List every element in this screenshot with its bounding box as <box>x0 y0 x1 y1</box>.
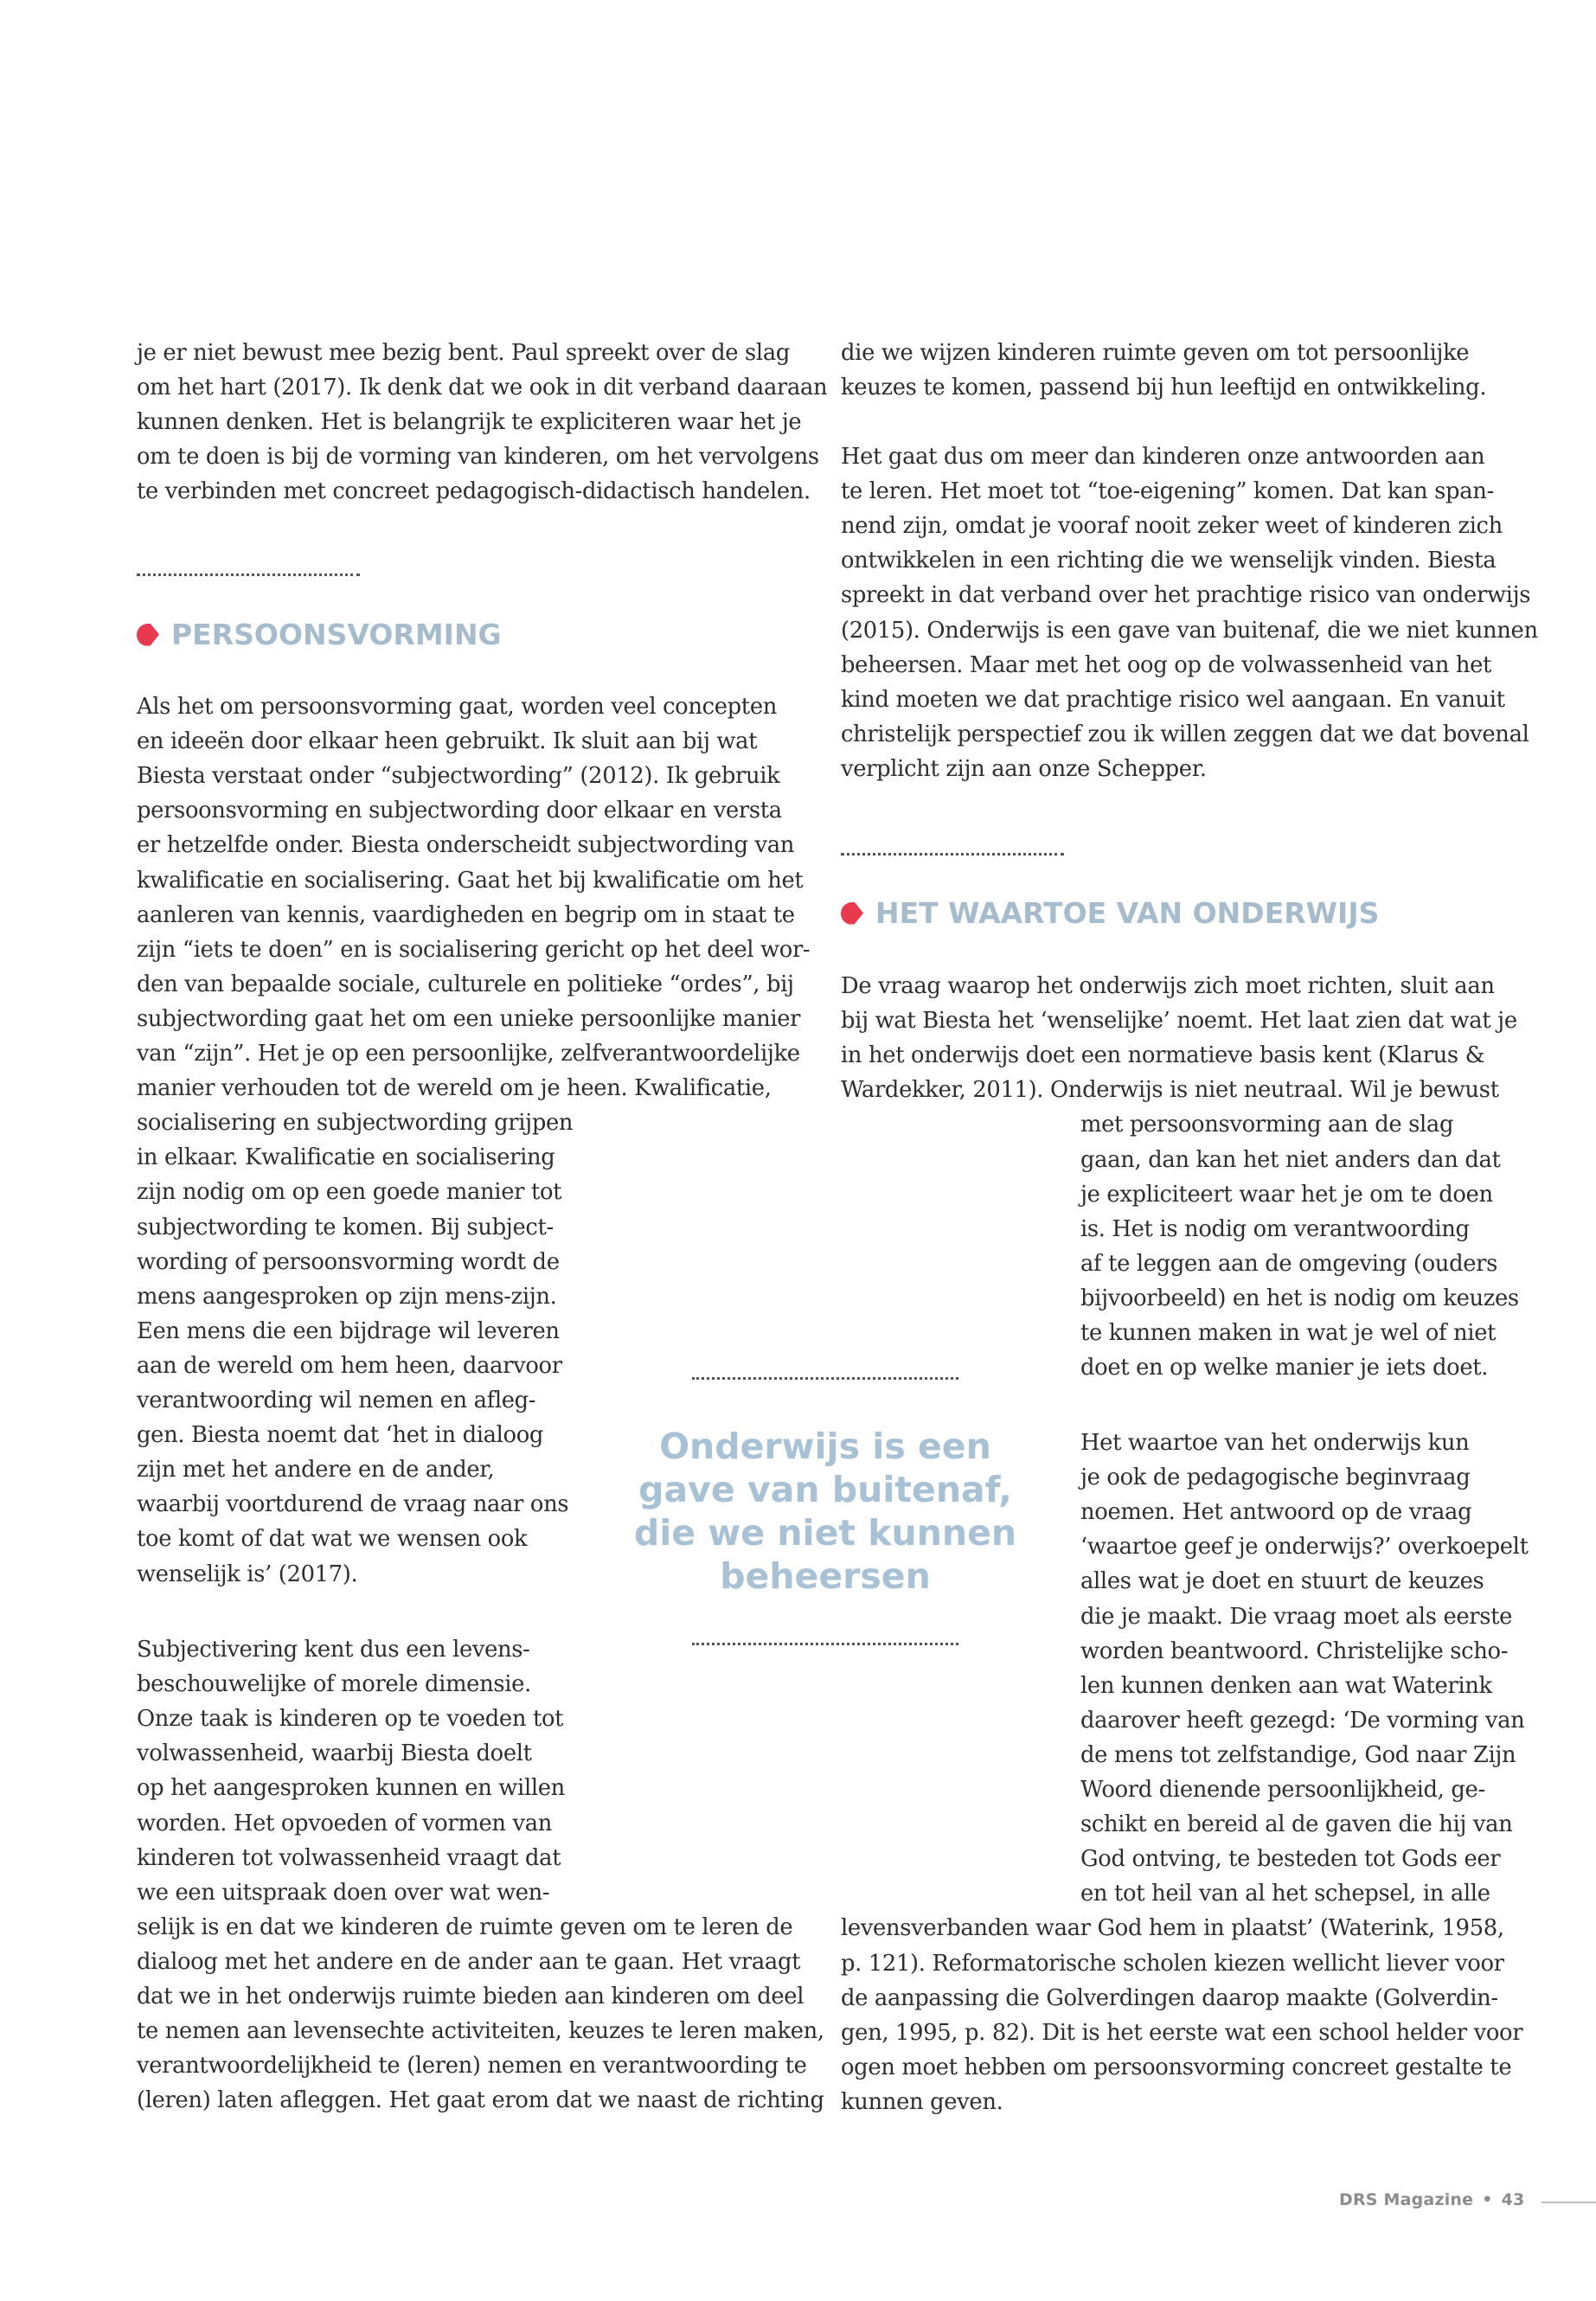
text-line: Woord dienende persoonlijkheid, ge- <box>1080 1777 1485 1803</box>
pull-quote <box>631 1425 1019 1598</box>
text-line: gen, 1995, p. 82). Dit is het eerste wat een school helder voor <box>841 2019 1523 2046</box>
bullet-icon <box>137 624 159 646</box>
magazine-name: DRS Magazine <box>1339 2190 1474 2209</box>
text-line: p. 121). Reformatorische scholen kiezen wellicht liever voor <box>841 1950 1504 1977</box>
text-line: zijn met het andere en de ander, <box>137 1457 495 1484</box>
text-line: waarbij voortdurend de vraag naar ons <box>137 1491 569 1518</box>
text-line: bij wat Biesta het ‘wenselijke’ noemt. Het laat zien dat wat je <box>841 1008 1517 1035</box>
text-line: kunnen geven. <box>841 2088 1003 2115</box>
text-line: persoonsvorming en subjectwording door elkaar en versta <box>137 798 782 824</box>
text-line: te kunnen maken in wat je wel of niet <box>1080 1320 1497 1346</box>
text-line: toe komt of dat wat we wensen ook <box>137 1526 528 1553</box>
text-line: bijvoorbeeld) en het is nodig om keuzes <box>1080 1285 1519 1311</box>
text-line: worden beantwoord. Christelijke scho- <box>1080 1638 1509 1664</box>
text-line: wording of persoonsvorming wordt de <box>137 1248 560 1275</box>
text-line: Het gaat dus om meer dan kinderen onze antwoorden aan <box>841 444 1485 470</box>
text-line: selijk is en dat we kinderen de ruimte geven om te leren de <box>137 1913 793 1940</box>
pull-quote-line: Onderwijs is een <box>659 1426 991 1467</box>
text-line: in het onderwijs doet een normatieve basis kent (Klarus & <box>841 1042 1485 1069</box>
text-line: kunnen denken. Het is belangrijk te expliciteren waar het je <box>137 409 802 436</box>
text-line: worden. Het opvoeden of vormen van <box>137 1810 553 1836</box>
text-line: we een uitspraak doen over wat wen- <box>137 1879 550 1906</box>
section-divider-dots <box>841 853 1064 856</box>
text-line: den van bepaalde sociale, culturele en politieke “ordes”, bij <box>137 971 794 997</box>
section-heading-text: PERSOONSVORMING <box>171 618 502 651</box>
text-line: len kunnen denken aan wat Waterink <box>1080 1672 1492 1699</box>
text-line: die je maakt. Die vraag moet als eerste <box>1080 1603 1513 1630</box>
text-line: om te doen is bij de vorming van kinderen, om het vervolgens <box>137 444 819 471</box>
text-line: kind moeten we dat prachtige risico wel aangaan. En vanuit <box>841 686 1505 713</box>
text-line: verantwoording wil nemen en afleg- <box>137 1388 536 1413</box>
text-line: verantwoordelijkheid te (leren) nemen en verantwoording te <box>137 2053 807 2080</box>
text-line: (2015). Onderwijs is een gave van buitenaf, die we niet kunnen <box>841 617 1538 644</box>
section-heading-text: HET WAARTOE VAN ONDERWIJS <box>875 896 1380 930</box>
text-line: Biesta verstaat onder “subjectwording” (2012). Ik gebruik <box>137 763 780 790</box>
text-line: socialisering en subjectwording grijpen <box>137 1110 574 1137</box>
text-line: ontwikkelen in een richting die we wenselijk vinden. Biesta <box>841 548 1497 574</box>
text-line: nend zijn, omdat je vooraf nooit zeker weet of kinderen zich <box>841 513 1503 540</box>
text-line: van “zijn”. Het je op een persoonlijke, zelfverantwoordelijke <box>137 1041 800 1067</box>
pull-quote-line: die we niet kunnen <box>633 1512 1017 1554</box>
text-line: af te leggen aan de omgeving (ouders <box>1080 1250 1498 1277</box>
text-line: is. Het is nodig om verantwoording <box>1080 1215 1470 1242</box>
text-line: kinderen tot volwassenheid vraagt dat <box>137 1844 561 1871</box>
text-line: dat we in het onderwijs ruimte bieden aan kinderen om deel <box>137 1984 804 2009</box>
text-line: en tot heil van al het schepsel, in alle <box>1080 1881 1490 1907</box>
text-line: met persoonsvorming aan de slag <box>1080 1112 1454 1138</box>
text-line: alles wat je doet en stuurt de keuzes <box>1080 1568 1484 1595</box>
text-line: je expliciteert waar het je om te doen <box>1080 1181 1493 1208</box>
text-line: daarover heeft gezegd: ‘De vorming van <box>1080 1707 1525 1734</box>
text-line: Wardekker, 2011). Onderwijs is niet neutraal. Wil je bewust <box>841 1077 1499 1104</box>
bullet-icon <box>841 902 863 925</box>
text-line: zijn nodig om op een goede manier tot <box>137 1179 562 1206</box>
text-line: te nemen aan levensechte activiteiten, keuzes te leren maken, <box>137 2018 824 2045</box>
footer-separator: • <box>1482 2190 1493 2209</box>
text-line: zijn “iets te doen” en is socialisering gericht op het deel wor- <box>137 936 811 963</box>
text-line: te verbinden met concreet pedagogisch-didactisch handelen. <box>137 478 811 505</box>
section-heading-waartoe <box>841 896 1379 930</box>
text-line: De vraag waarop het onderwijs zich moet richten, sluit aan <box>841 973 1495 999</box>
text-line: verplicht zijn aan onze Schepper. <box>841 755 1207 782</box>
text-line: spreekt in dat verband over het prachtige risico van onderwijs <box>841 582 1531 609</box>
text-line: ogen moet hebben om persoonsvorming concreet gestalte te <box>841 2054 1512 2080</box>
page-number: 43 <box>1501 2190 1525 2209</box>
text-line: gaan, dan kan het niet anders dan dat <box>1080 1146 1501 1173</box>
text-line: Als het om persoonsvorming gaat, worden veel concepten <box>137 694 778 720</box>
text-line: Onze taak is kinderen op te voeden tot <box>137 1706 564 1733</box>
text-line: er hetzelfde onder. Biesta onderscheidt subjectwording van <box>137 832 795 859</box>
pull-quote-bottom-dots <box>692 1643 958 1645</box>
text-line: levensverbanden waar God hem in plaatst’ (Waterink, 1958, <box>841 1915 1504 1942</box>
text-line: (leren) laten afleggen. Het gaat erom dat we naast de richting <box>137 2087 824 2114</box>
text-line: subjectwording te komen. Bij subject- <box>137 1214 554 1240</box>
text-line: volwassenheid, waarbij Biesta doelt <box>137 1740 532 1767</box>
text-line: keuzes te komen, passend bij hun leeftijd en ontwikkeling. <box>841 375 1487 401</box>
pull-quote-line: beheersen <box>720 1555 931 1597</box>
page-footer <box>1339 2190 1524 2209</box>
text-line: te leren. Het moet tot “toe-eigening” komen. Dat kan span- <box>841 478 1494 505</box>
pull-quote-top-dots <box>692 1377 958 1380</box>
text-line: en ideeën door elkaar heen gebruikt. Ik sluit aan bij wat <box>137 728 758 755</box>
footer-rule <box>1542 2202 1596 2203</box>
text-line: ‘waartoe geef je onderwijs?’ overkoepelt <box>1080 1534 1529 1561</box>
section-divider-dots <box>137 574 360 576</box>
text-line: je ook de pedagogische beginvraag <box>1080 1465 1471 1491</box>
text-line: om het hart (2017). Ik denk dat we ook in dit verband daaraan <box>137 375 828 401</box>
text-line: noemen. Het antwoord op de vraag <box>1080 1499 1472 1526</box>
section-heading-persoonsvorming <box>137 618 502 651</box>
text-line: kwalificatie en socialisering. Gaat het bij kwalificatie om het <box>137 867 804 894</box>
pull-quote-line: gave van buitenaf, <box>638 1469 1012 1510</box>
text-line: beheersen. Maar met het oog op de volwassenheid van het <box>841 651 1492 678</box>
text-line: wenselijk is’ (2017). <box>137 1561 358 1587</box>
text-line: dialoog met het andere en de ander aan te gaan. Het vraagt <box>137 1948 801 1975</box>
text-line: subjectwording gaat het om een unieke persoonlijke manier <box>137 1005 801 1032</box>
text-line: op het aangesproken kunnen en willen <box>137 1775 565 1802</box>
text-line: God ontving, te besteden tot Gods eer <box>1080 1846 1501 1873</box>
text-line: de aanpassing die Golverdingen daarop maakte (Golverdin- <box>841 1984 1498 2011</box>
text-line: Het waartoe van het onderwijs kun <box>1080 1430 1470 1456</box>
text-line: manier verhouden tot de wereld om je heen. Kwalificatie, <box>137 1075 772 1102</box>
text-line: de mens tot zelfstandige, God naar Zijn <box>1080 1741 1516 1768</box>
text-line: gen. Biesta noemt dat ‘het in dialoog <box>137 1422 544 1449</box>
text-line: in elkaar. Kwalificatie en socialisering <box>137 1144 555 1171</box>
text-line: beschouwelijke of morele dimensie. <box>137 1671 531 1698</box>
text-line: christelijk perspectief zou ik willen zeggen dat we dat bovenal <box>841 721 1529 747</box>
text-line: Een mens die een bijdrage wil leveren <box>137 1317 560 1344</box>
text-line: Subjectivering kent dus een levens- <box>137 1637 530 1663</box>
text-line: je er niet bewust mee bezig bent. Paul spreekt over de slag <box>137 340 791 366</box>
text-line: mens aangesproken op zijn mens-zijn. <box>137 1283 557 1310</box>
text-line: die we wijzen kinderen ruimte geven om tot persoonlijke <box>841 340 1470 366</box>
text-line: aanleren van kennis, vaardigheden en begrip om in staat te <box>137 901 795 928</box>
text-line: schikt en bereid al de gaven die hij van <box>1080 1811 1513 1838</box>
text-line: doet en op welke manier je iets doet. <box>1080 1355 1489 1381</box>
text-line: aan de wereld om hem heen, daarvoor <box>137 1352 562 1379</box>
